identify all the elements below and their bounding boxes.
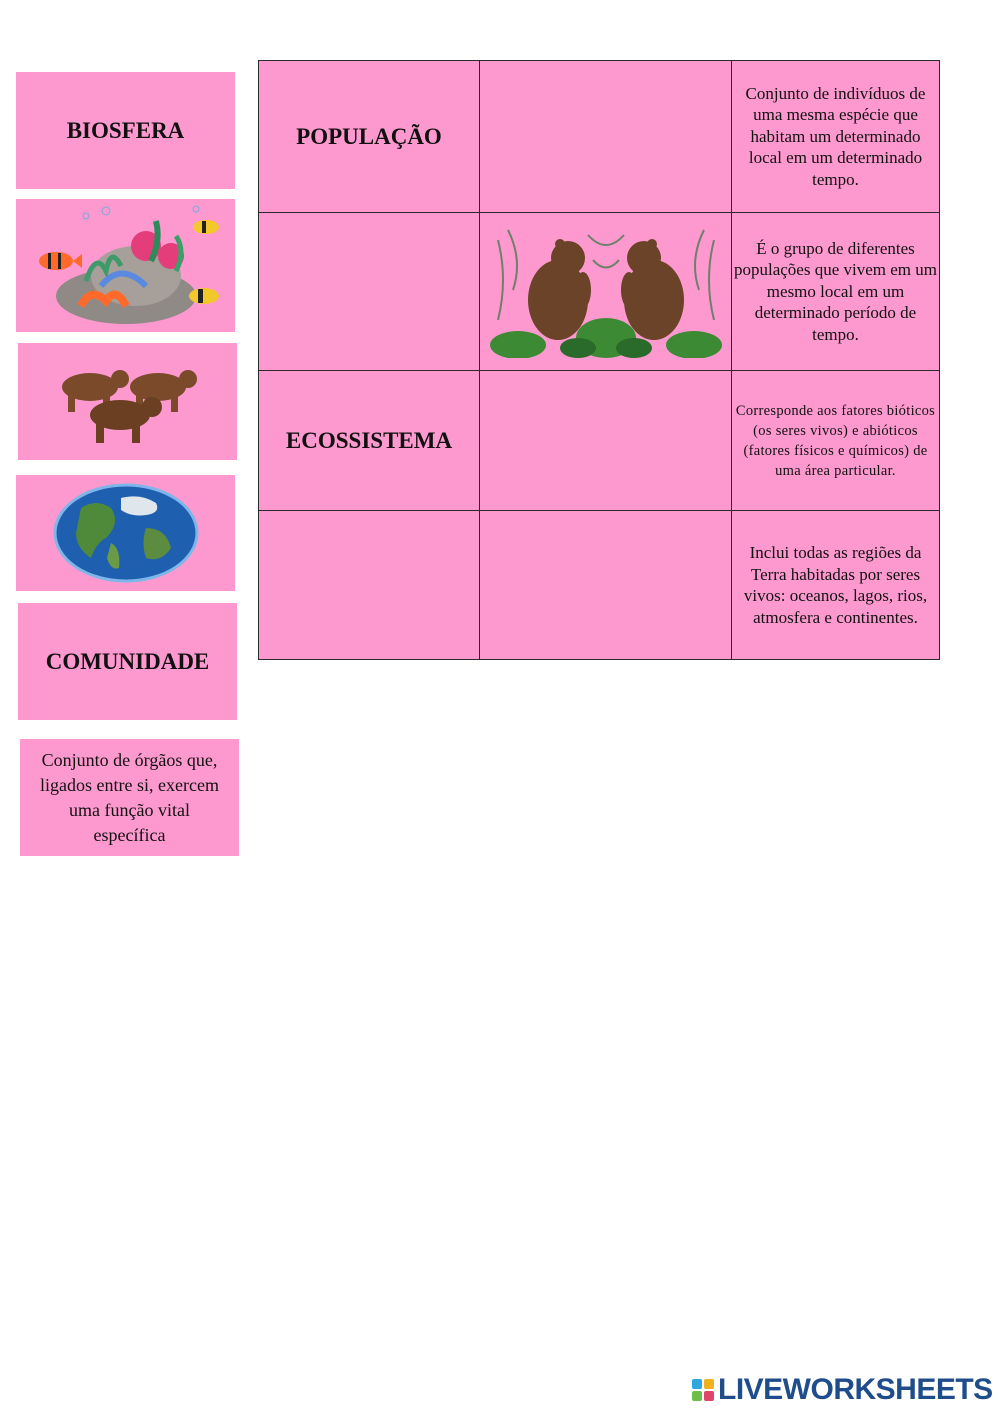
coral-reef-icon [26,201,226,331]
table-row [259,213,940,371]
card-organ-system-text[interactable] [20,739,239,856]
term-populacao [259,61,480,213]
card-coral-reef-image[interactable] [16,199,235,332]
bears-forest-icon [488,220,724,358]
description-biosfera [732,511,940,660]
matching-table [258,60,940,660]
liveworksheets-logo [692,1373,993,1407]
liveworksheets-logo-icon [692,1379,714,1401]
table-row [259,371,940,511]
drop-zone-term-4[interactable] [259,511,480,660]
description-ecossistema-text: Corresponde aos fatores bióticos (os seres vivos) e abióticos (fatores físicos e químicos) de uma área particular. [735,402,936,479]
description-ecossistema [732,371,940,511]
table-row [259,61,940,213]
term-populacao-label: POPULAÇÃO [296,123,442,149]
description-comunidade [732,213,940,371]
description-populacao [732,61,940,213]
term-ecossistema-label: ECOSSISTEMA [285,427,453,453]
card-biosfera-label: BIOSFERA [66,117,185,143]
description-biosfera-text: Inclui todas as regiões da Terra habitadas por seres vivos: oceanos, lagos, rios, atmosfera e continentes. [743,543,928,627]
drop-zone-image-4[interactable] [480,511,732,660]
card-comunidade-label: COMUNIDADE [45,648,210,674]
table-row [259,511,940,660]
bears-group-icon [48,357,208,447]
card-organ-system-label: Conjunto de órgãos que, ligados entre si, exercem uma função vital específica [40,749,219,845]
card-comunidade[interactable] [18,603,237,720]
drop-zone-term-2[interactable] [259,213,480,371]
description-populacao-text: Conjunto de indivíduos de uma mesma espécie que habitam um determinado local em um determinado tempo. [745,83,926,189]
card-earth-image[interactable] [16,475,235,591]
image-bears-forest-cell [480,213,732,371]
description-comunidade-text: É o grupo de diferentes populações que vivem em um mesmo local em um determinado período de tempo. [733,238,937,344]
drop-zone-image-1[interactable] [480,61,732,213]
card-bears-group-image[interactable] [18,343,237,460]
term-ecossistema [259,371,480,511]
card-biosfera[interactable] [16,72,235,189]
drop-zone-image-3[interactable] [480,371,732,511]
earth-globe-icon [51,483,201,583]
liveworksheets-brand: LIVEWORKSHEETS [718,1373,993,1406]
